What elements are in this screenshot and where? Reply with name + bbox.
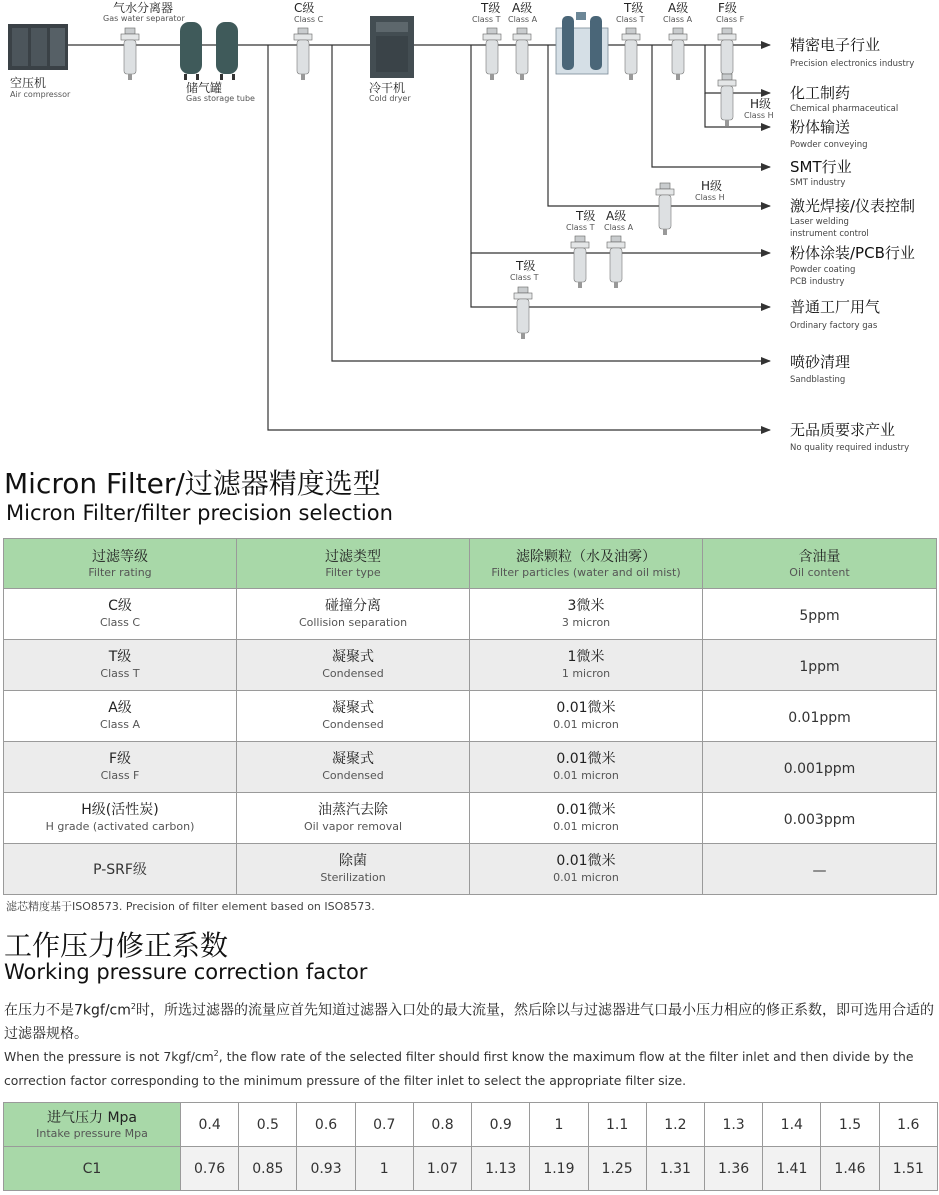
- table-row: [4, 589, 937, 640]
- filter-label-en: Class A: [508, 15, 538, 24]
- filter-label-en: Class C: [294, 15, 324, 24]
- header-filter-rating: 过滤等级 Filter rating: [4, 539, 237, 589]
- factor-value: 1.46: [821, 1147, 879, 1191]
- pressure-value: 1.1: [588, 1103, 646, 1147]
- header-oil-content: 含油量 Oil content: [703, 539, 937, 589]
- separator-filter-icon: [121, 28, 139, 80]
- class-f-filter-icon: [718, 28, 736, 80]
- particle-en: 0.01 micron: [553, 769, 619, 782]
- oil-content: 0.01ppm: [788, 709, 851, 726]
- storage-label-cn: 储气罐: [186, 81, 223, 95]
- oil-content: —: [812, 862, 827, 879]
- destination-label-cn: 普通工厂用气: [790, 298, 881, 316]
- factor-value: 0.93: [297, 1147, 355, 1191]
- rating-cn: F级: [108, 751, 132, 767]
- filter-label-en: Class H: [744, 111, 774, 120]
- factor-value: 1.25: [588, 1147, 646, 1191]
- section2-title: 工作压力修正系数: [4, 929, 229, 962]
- filter-label-en: Class T: [566, 223, 595, 232]
- class-a-filter-icon: [607, 236, 625, 288]
- type-en: Collision separation: [298, 616, 408, 629]
- separator-label-en: Gas water separator: [103, 14, 185, 23]
- particle-cn: 0.01微米: [556, 853, 616, 869]
- destination-label-cn: 化工制药: [790, 84, 851, 102]
- destination-label-en: PCB industry: [790, 277, 845, 287]
- filter-label-en: Class T: [616, 15, 645, 24]
- pressure-value: 0.9: [472, 1103, 530, 1147]
- filter-label-cn: F级: [718, 1, 737, 15]
- table-row: [4, 742, 937, 793]
- header-filter-type: 过滤类型 Filter type: [237, 539, 470, 589]
- pressure-row-label: 进气压力 Mpa Intake pressure Mpa: [4, 1103, 181, 1147]
- filter-label-cn: A级: [606, 209, 627, 223]
- destination-label-cn: SMT行业: [790, 158, 852, 176]
- destination-label-en: SMT industry: [790, 178, 846, 188]
- pressure-row: [4, 1103, 938, 1147]
- destination-label-en: Chemical pharmaceutical: [790, 104, 899, 114]
- filter-label-cn: H级: [701, 179, 723, 193]
- factor-value: 0.85: [239, 1147, 297, 1191]
- filter-label-cn: T级: [516, 259, 536, 273]
- type-en: Oil vapor removal: [303, 820, 403, 833]
- destination-label-en: No quality required industry: [790, 443, 910, 453]
- pressure-value: 0.6: [297, 1103, 355, 1147]
- factor-value: 1: [355, 1147, 413, 1191]
- storage-label-en: Gas storage tube: [186, 94, 255, 103]
- filter-label-en: Class F: [716, 15, 745, 24]
- factor-row-label: C1: [4, 1147, 181, 1191]
- filter-label-en: Class T: [472, 15, 501, 24]
- table-row: [4, 640, 937, 691]
- filter-label-en: Class T: [510, 273, 539, 282]
- destination-label-en: Sandblasting: [790, 375, 846, 385]
- type-cn: 碰撞分离: [325, 598, 381, 614]
- description-en: When the pressure is not $7kgf/cm^2$, the flow rate of the selected filter should first know the maximum flow at the filter inlet and then divide by the correction factor corresponding to the minimum pressure of the filter inlet to select the appropriate filter size.: [4, 1049, 914, 1089]
- destination-label-en: Powder conveying: [790, 140, 868, 150]
- rating-cn: C级: [108, 598, 132, 614]
- particle-cn: 0.01微米: [556, 751, 616, 767]
- pressure-value: 0.4: [181, 1103, 239, 1147]
- rating-cn: A级: [108, 700, 132, 716]
- type-en: Condensed: [322, 667, 384, 680]
- air-compressor-label-en: Air compressor: [10, 90, 71, 99]
- rating-cn: P-SRF级: [93, 862, 147, 878]
- class-t-filter-icon: [483, 28, 501, 80]
- pressure-value: 0.5: [239, 1103, 297, 1147]
- pressure-value: 0.8: [413, 1103, 471, 1147]
- factor-value: 1.07: [413, 1147, 471, 1191]
- pressure-value: 1.6: [879, 1103, 937, 1147]
- class-c-filter-icon: [294, 28, 312, 80]
- pressure-correction-table: [3, 1102, 938, 1191]
- rating-en: Class A: [100, 718, 140, 731]
- type-en: Condensed: [322, 718, 384, 731]
- pressure-value: 1: [530, 1103, 588, 1147]
- particle-en: 1 micron: [561, 667, 611, 680]
- class-h-filter-icon: [718, 74, 736, 126]
- factor-value: 0.76: [181, 1147, 239, 1191]
- table-row: [4, 793, 937, 844]
- filter-label-cn: C级: [294, 1, 315, 15]
- particle-cn: 3微米: [567, 598, 605, 614]
- factor-value: 1.41: [763, 1147, 821, 1191]
- oil-content: 1ppm: [799, 658, 840, 675]
- destination-label-en: Precision electronics industry: [790, 59, 915, 69]
- destination-label-cn: 激光焊接/仪表控制: [790, 197, 916, 215]
- oil-content: 0.001ppm: [783, 760, 856, 777]
- iso-note: 滤芯精度基于ISO8573. Precision of filter element based on ISO8573.: [6, 900, 375, 913]
- class-t-filter-icon: [622, 28, 640, 80]
- rating-en: H grade (activated carbon): [45, 820, 195, 833]
- dryer-label-cn: 冷干机: [369, 81, 406, 95]
- section1-subtitle: Micron Filter/filter precision selection: [6, 501, 393, 525]
- section2-subtitle: Working pressure correction factor: [4, 960, 368, 984]
- rating-en: Class C: [99, 616, 141, 629]
- rating-en: Class T: [100, 667, 140, 680]
- type-en: Sterilization: [320, 871, 386, 884]
- class-t-filter-icon: [514, 287, 532, 339]
- destination-label-en: instrument control: [790, 229, 869, 239]
- filter-label-cn: A级: [668, 1, 689, 15]
- filter-label-en: Class A: [663, 15, 693, 24]
- destination-label-en: Laser welding: [790, 217, 849, 227]
- particle-cn: 1微米: [567, 649, 605, 665]
- storage-tank-icon: [180, 22, 238, 80]
- filter-label-cn: H级: [750, 97, 772, 111]
- filter-label-cn: T级: [576, 209, 596, 223]
- class-t-filter-icon: [571, 236, 589, 288]
- air-compressor-label-cn: 空压机: [10, 76, 47, 90]
- table-row: [4, 691, 937, 742]
- filter-label-cn: T级: [481, 1, 501, 15]
- destination-label-cn: 粉体输送: [790, 118, 851, 136]
- table-row: [4, 844, 937, 895]
- type-cn: 除菌: [339, 853, 367, 869]
- factor-value: 1.19: [530, 1147, 588, 1191]
- air-compressor-icon: [8, 24, 68, 70]
- adsorption-dryer-icon: [556, 12, 608, 74]
- destination-label-en: Ordinary factory gas: [790, 321, 878, 331]
- pressure-value: 1.5: [821, 1103, 879, 1147]
- pressure-value: 1.3: [704, 1103, 762, 1147]
- filter-label-en: Class A: [604, 223, 634, 232]
- oil-content: 5ppm: [799, 607, 840, 624]
- particle-en: 0.01 micron: [553, 820, 619, 833]
- filter-precision-table: [3, 538, 937, 895]
- filter-label-cn: T级: [624, 1, 644, 15]
- filter-label-en: Class H: [695, 193, 725, 202]
- destination-label-cn: 粉体涂装/PCB行业: [790, 244, 915, 262]
- cold-dryer-icon: [370, 16, 414, 78]
- rating-cn: H级(活性炭): [81, 802, 159, 818]
- class-h-filter-icon: [656, 183, 674, 235]
- destination-label-cn: 喷砂清理: [790, 353, 851, 371]
- table-header-row: [4, 539, 937, 589]
- destination-label-cn: 精密电子行业: [790, 36, 881, 54]
- factor-row: [4, 1147, 938, 1191]
- type-cn: 凝聚式: [332, 649, 374, 665]
- destination-label-cn: 无品质要求产业: [790, 421, 896, 439]
- description-cn: 在压力不是$7kgf/cm^2$时，所选过滤器的流量应首先知道过滤器入口处的最大流量，然后除以与过滤器进气口最小压力相应的修正系数，即可选用合适的过滤器规格。: [4, 1002, 934, 1042]
- rating-en: Class F: [100, 769, 140, 782]
- pressure-value: 1.4: [763, 1103, 821, 1147]
- dryer-label-en: Cold dryer: [369, 94, 411, 103]
- factor-value: 1.31: [646, 1147, 704, 1191]
- factor-value: 1.51: [879, 1147, 937, 1191]
- particle-cn: 0.01微米: [556, 700, 616, 716]
- destination-label-en: Powder coating: [790, 265, 856, 275]
- compressed-air-flow-diagram: [0, 0, 939, 460]
- pressure-value: 1.2: [646, 1103, 704, 1147]
- type-cn: 凝聚式: [332, 751, 374, 767]
- rating-cn: T级: [108, 649, 132, 665]
- separator-label-cn: 气水分离器: [113, 1, 174, 15]
- type-cn: 油蒸汽去除: [318, 802, 388, 818]
- filter-label-cn: A级: [512, 1, 533, 15]
- pressure-value: 0.7: [355, 1103, 413, 1147]
- type-en: Condensed: [322, 769, 384, 782]
- oil-content: 0.003ppm: [783, 811, 856, 828]
- particle-en: 0.01 micron: [553, 871, 619, 884]
- header-filter-particles: 滤除颗粒（水及油雾） Filter particles (water and oil mist): [470, 539, 703, 589]
- factor-value: 1.13: [472, 1147, 530, 1191]
- class-a-filter-icon: [513, 28, 531, 80]
- factor-value: 1.36: [704, 1147, 762, 1191]
- particle-cn: 0.01微米: [556, 802, 616, 818]
- class-a-filter-icon: [669, 28, 687, 80]
- type-cn: 凝聚式: [332, 700, 374, 716]
- particle-en: 0.01 micron: [553, 718, 619, 731]
- section1-title: Micron Filter/过滤器精度选型: [4, 467, 381, 500]
- particle-en: 3 micron: [561, 616, 611, 629]
